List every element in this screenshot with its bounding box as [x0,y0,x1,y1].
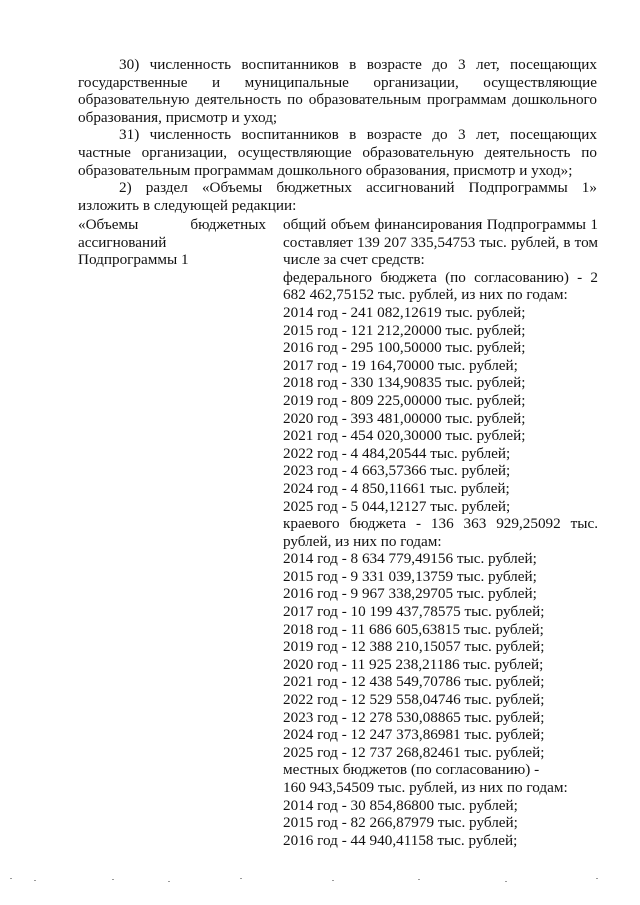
scan-dot [240,878,242,879]
federal-budget-heading: федерального бюджета (по согласованию) - 2 682 462,75152 тыс. рублей, из них по годам: [283,268,598,304]
regional-year-2025: 2025 год - 12 737 268,82461 тыс. рублей; [283,743,545,761]
scan-dot [10,878,12,879]
regional-year-2021: 2021 год - 12 438 549,70786 тыс. рублей; [283,673,545,691]
local-year-2015: 2015 год - 82 266,87979 тыс. рублей; [283,814,518,832]
section-2-paragraph: 2) раздел «Объемы бюджетных ассигнований Подпрограммы 1» изложить в следующей редакции: [78,179,597,214]
federal-year-2024: 2024 год - 4 850,11661 тыс. рублей; [283,479,510,497]
regional-year-2015: 2015 год - 9 331 039,13759 тыс. рублей; [283,567,537,585]
local-budget-heading-line2: 160 943,54509 тыс. рублей, из них по годам: [283,779,568,796]
regional-budget-years [283,550,598,761]
local-budget-heading-line1: местных бюджетов (по согласованию) - [283,761,540,779]
table-label-cell [78,216,266,269]
scan-dot [34,880,36,881]
federal-year-2020: 2020 год - 393 481,00000 тыс. рублей; [283,409,526,427]
federal-year-2021: 2021 год - 454 020,30000 тыс. рублей; [283,427,526,445]
table-value-cell [283,216,598,849]
scan-artifact-dots [0,876,640,886]
scan-dot [168,881,170,882]
total-financing: общий объем финансирования Подпрограммы 1 составляет 139 207 335,54753 тыс. рублей, в том числе за счет средств: [283,216,598,269]
scan-dot [112,879,114,880]
local-budget-years [283,797,598,850]
regional-budget-heading: краевого бюджета - 136 363 929,25092 тыс. рублей, из них по годам: [283,515,598,550]
scan-dot [505,881,507,882]
scan-dot [596,878,598,879]
regional-year-2023: 2023 год - 12 278 530,08865 тыс. рублей; [283,708,545,726]
federal-year-2019: 2019 год - 809 225,00000 тыс. рублей; [283,391,526,409]
local-year-2016: 2016 год - 44 940,41158 тыс. рублей; [283,831,518,849]
scan-dot [418,879,420,880]
federal-year-2016: 2016 год - 295 100,50000 тыс. рублей; [283,339,526,357]
federal-year-2023: 2023 год - 4 663,57366 тыс. рублей; [283,462,511,480]
item-30-paragraph: 30) численность воспитанников в возрасте до 3 лет, посещающих государственные и муниципальные организации, осуществляющие образовательную деятельность по образовательным программам дошкольного образования, присмотр и уход; [78,56,597,126]
regional-year-2020: 2020 год - 11 925 238,21186 тыс. рублей; [283,655,544,673]
federal-year-2018: 2018 год - 330 134,90835 тыс. рублей; [283,374,526,392]
intro-section [78,56,597,214]
federal-year-2015: 2015 год - 121 212,20000 тыс. рублей; [283,321,526,339]
item-31-paragraph: 31) численность воспитанников в возрасте до 3 лет, посещающих частные организации, осуществляющие образовательную деятельность по образовательным программам дошкольного образования, присмотр и уход»; [78,126,597,179]
local-year-2014: 2014 год - 30 854,86800 тыс. рублей; [283,796,518,814]
table-label: «Объемы бюджетных ассигнований Подпрограммы 1 [78,216,266,269]
regional-year-2018: 2018 год - 11 686 605,63815 тыс. рублей; [283,620,544,638]
federal-budget-years [283,304,598,515]
regional-year-2022: 2022 год - 12 529 558,04746 тыс. рублей; [283,691,545,709]
regional-year-2016: 2016 год - 9 967 338,29705 тыс. рублей; [283,585,537,603]
federal-year-2014: 2014 год - 241 082,12619 тыс. рублей; [283,303,526,321]
regional-year-2024: 2024 год - 12 247 373,86981 тыс. рублей; [283,726,545,744]
federal-year-2022: 2022 год - 4 484,20544 тыс. рублей; [283,444,511,462]
federal-year-2025: 2025 год - 5 044,12127 тыс. рублей; [283,497,511,515]
regional-year-2019: 2019 год - 12 388 210,15057 тыс. рублей; [283,638,545,656]
scan-dot [332,880,334,881]
regional-year-2017: 2017 год - 10 199 437,78575 тыс. рублей; [283,603,545,621]
federal-year-2017: 2017 год - 19 164,70000 тыс. рублей; [283,356,518,374]
regional-year-2014: 2014 год - 8 634 779,49156 тыс. рублей; [283,550,537,568]
